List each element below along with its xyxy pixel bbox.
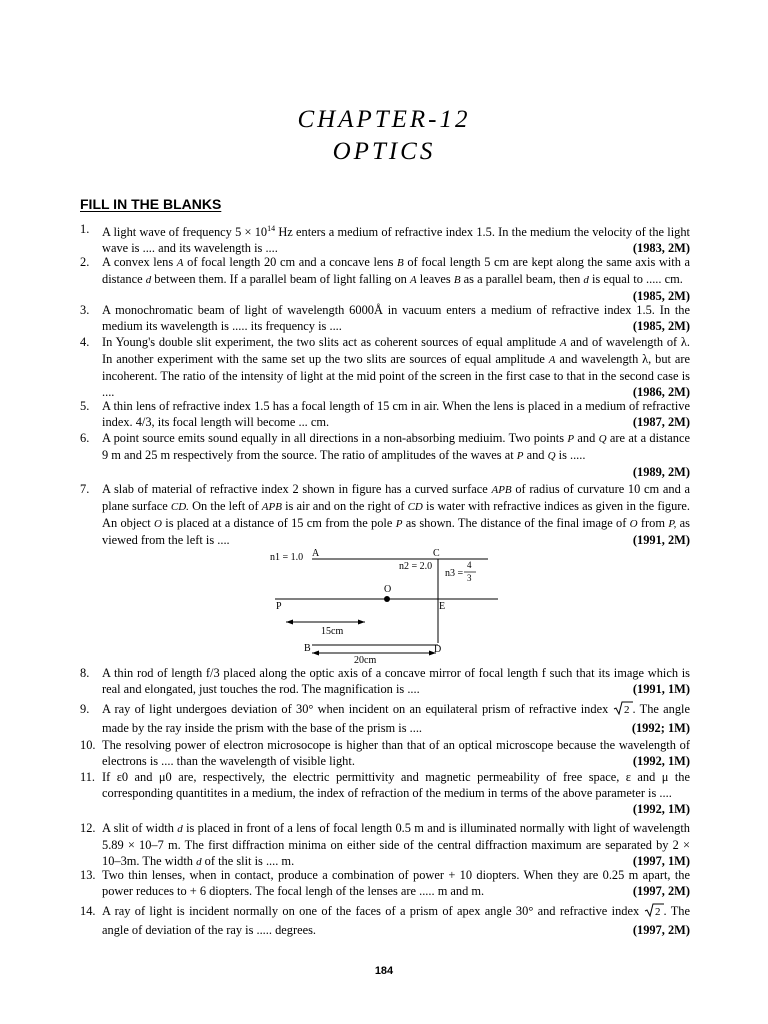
question-text: A light wave of frequency $5 \times 10^{14}$ Hz enters a medium of refractive index 1.5. In the medium the velocity of the light wave is .... and its wavelength is .... (1983, 2M) <box>102 224 690 256</box>
arrow-right-icon <box>358 620 365 625</box>
question-text: A ray of light is incident normally on one of the faces of a prism of apex angle 30° and refractive index 2 . The angle of deviation of the ray is ..... degrees. (1997, 2M) <box>102 904 690 937</box>
question-text: Two thin lenses, when in contact, produce a combination of power + 10 diopters. When they are 0.25 m apart, the power reduces to + 6 diopters. The focal lengh of the lenses are ..... m and m. (1997, 2M) <box>102 868 690 899</box>
svg-text:2: 2 <box>623 704 630 715</box>
year-marks: (1985, 2M) <box>632 289 690 304</box>
year-marks: (1992, 1M) <box>632 754 690 769</box>
year-marks: (1989, 2M) <box>632 465 690 480</box>
question-text: If ε0 and μ0 are, respectively, the electric permittivity and magnetic permeability of free space, ε and μ the corresponding quantitites in a medium, the index of refraction of the medium in terms of the above parameter is .... <box>102 770 690 801</box>
arrow-left-icon <box>286 620 293 625</box>
question-11 <box>80 769 690 817</box>
question-text: The resolving power of electron microsocope is higher than that of an optical microscope because the wavelength of electrons is .... than the wavelength of visible light. (1992, 1M) <box>102 738 690 769</box>
point-d-label: D <box>434 644 442 655</box>
question-number: 7. <box>80 482 90 496</box>
question-10 <box>80 737 690 769</box>
question-text: A ray of light undergoes deviation of 30° when incident on an equilateral prism of refractive index 2 . The angle made by the ray inside the prism with the base of the prism is .... (1992; 1M) <box>102 702 690 735</box>
question-12 <box>80 820 690 870</box>
question-number: 8. <box>80 666 90 680</box>
question-text: A slit of width d is placed in front of a lens of focal length 0.5 m and is illuminated normally with light of wavelength 5.89 × 10–7 m. The first diffraction minima on either side of the central diffraction maximum are separated by 2 × 10–3m. The width d of the slit is .... m. (1997, 1M) <box>102 821 690 869</box>
question-6 <box>80 430 690 480</box>
question-1 <box>80 221 690 256</box>
question-4 <box>80 334 690 400</box>
question-text: A thin rod of length f/3 placed along the optic axis of a concave mirror of focal length f such that its image which is real and elongated, just touches the rod. The magnification is .... (1991, 1M) <box>102 666 690 697</box>
year-marks: (1992; 1M) <box>631 721 690 735</box>
n3-label: n3 = <box>445 568 464 579</box>
n1-label: n1 = 1.0 <box>270 552 304 563</box>
question-2 <box>80 254 690 304</box>
question-9 <box>80 701 690 737</box>
question-13 <box>80 867 690 899</box>
point-e-label: E <box>439 601 446 612</box>
n2-label: n2 = 2.0 <box>399 561 433 572</box>
question-number: 6. <box>80 431 90 445</box>
year-marks: (1991, 1M) <box>632 682 690 697</box>
question-number: 1. <box>80 222 90 236</box>
year-marks: (1997, 2M) <box>632 884 690 899</box>
question-number: 5. <box>80 399 90 413</box>
question-number: 13. <box>80 868 96 882</box>
chapter-subject: OPTICS <box>332 138 436 165</box>
question-text: A slab of material of refractive index 2 shown in figure has a curved surface APB of radius of curvature 10 cm and a plane surface CD. On the left of APB is air and on the right of CD is water with refractive indices as given in the figure. An object O is placed at a distance of 15 cm from the pole P as shown. The distance of the final image of O from P, as viewed from the left is .... (1991, 2M) <box>102 482 691 548</box>
section-heading: FILL IN THE BLANKS <box>80 196 222 212</box>
year-marks: (1987, 2M) <box>632 415 690 430</box>
sqrt-symbol <box>644 903 664 922</box>
n3-denominator: 3 <box>467 573 472 583</box>
question-text: A convex lens A of focal length 20 cm and a concave lens B of focal length 5 cm are kept along the same axis with a distance d between them. If a parallel beam of light falling on A leaves B as a parallel beam, then d is equal to ..... cm. (1985, 2M) <box>102 255 690 304</box>
question-number: 3. <box>80 303 90 317</box>
question-5 <box>80 398 690 430</box>
question-number: 9. <box>80 702 90 716</box>
slab-figure <box>270 545 500 663</box>
svg-text:2: 2 <box>654 906 661 917</box>
question-number: 12. <box>80 821 96 835</box>
year-marks: (1986, 2M) <box>632 385 690 400</box>
object-point-o <box>384 596 390 602</box>
question-number: 10. <box>80 738 96 752</box>
question-text: A thin lens of refractive index 1.5 has a focal length of 15 cm in air. When the lens is placed in a medium of refractive index. 4/3, its focal length will become ... cm. (1987, 2M) <box>102 399 690 430</box>
question-text: A point source emits sound equally in all directions in a non-absorbing mediuim. Two points P and Q are at a distance 9 m and 25 m respectively from the source. The ratio of amplitudes of the waves at P and Q is ..... <box>102 431 690 463</box>
point-a-label: A <box>312 548 320 559</box>
dist-15cm-label: 15cm <box>321 626 344 637</box>
question-number: 2. <box>80 255 90 269</box>
dist-20cm-label: 20cm <box>354 655 377 663</box>
page-number: 184 <box>374 965 394 977</box>
chapter-title: CHAPTER-12 <box>297 106 471 133</box>
year-marks: (1992, 1M) <box>632 802 690 817</box>
year-marks: (1991, 2M) <box>632 533 690 548</box>
question-3 <box>80 302 690 334</box>
point-o-label: O <box>384 584 392 595</box>
question-number: 4. <box>80 335 90 349</box>
question-number: 11. <box>80 770 96 784</box>
sqrt-symbol <box>613 701 633 720</box>
n3-numerator: 4 <box>467 560 472 570</box>
year-marks: (1997, 2M) <box>632 923 690 937</box>
radical-sign-icon <box>613 701 633 715</box>
point-p-label: P <box>276 601 282 612</box>
year-marks: (1997, 1M) <box>632 854 690 869</box>
arrow-left-icon <box>312 651 319 656</box>
question-7 <box>80 481 690 548</box>
radical-sign-icon <box>644 903 664 917</box>
year-marks: (1985, 2M) <box>632 319 690 334</box>
point-b-label: B <box>304 643 311 654</box>
question-text: A monochromatic beam of light of wavelength 6000Å in vacuum enters a medium of refractive index 1.5. In the medium its wavelength is ..... its frequency is .... (1985, 2M) <box>102 303 690 334</box>
question-14 <box>80 903 690 939</box>
question-text: In Young's double slit experiment, the two slits act as coherent sources of equal amplitude A and of wavelength of λ. In another experiment with the same set up the two slits are sources of equal amplitude A and wavelength λ, but are incoherent. The ratio of the intensity of light at the mid point of the screen in the first case to that in the second case is .... (1986, 2M) <box>102 335 690 400</box>
point-c-label: C <box>433 548 440 559</box>
year-marks: (1983, 2M) <box>632 241 690 256</box>
question-number: 14. <box>80 904 96 918</box>
question-8 <box>80 665 690 697</box>
